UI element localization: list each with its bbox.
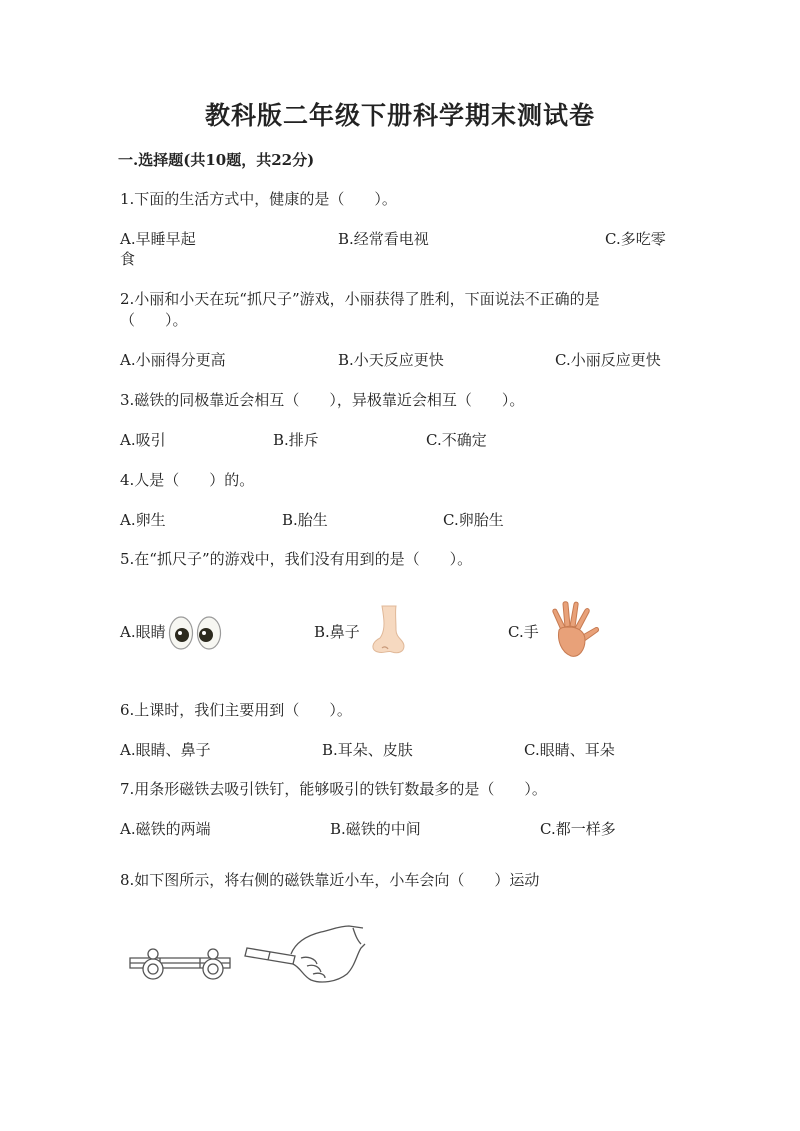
q2-option-c: C.小丽反应更快 — [555, 351, 661, 369]
q1-option-a: A.早睡早起 — [120, 230, 196, 248]
q1-option-b: B.经常看电视 — [338, 230, 429, 248]
question-2: 2.小丽和小天在玩“抓尺子”游戏，小丽获得了胜利，下面说法不正确的是 — [120, 290, 600, 308]
q7-option-a: A.磁铁的两端 — [120, 820, 211, 838]
q3-option-a: A.吸引 — [120, 431, 166, 449]
page-title: 教科版二年级下册科学期末测试卷 — [204, 101, 595, 130]
q1-option-c: C.多吃零 — [605, 230, 666, 248]
eyes-icon — [168, 615, 222, 651]
q2-option-b: B.小天反应更快 — [338, 351, 444, 369]
q3-option-c: C.不确定 — [426, 431, 487, 449]
q6-option-c: C.眼睛、耳朵 — [524, 741, 615, 759]
question-5: 5.在“抓尺子”的游戏中，我们没有用到的是（ ）。 — [120, 550, 473, 568]
question-8: 8.如下图所示，将右侧的磁铁靠近小车，小车会向（ ）运动 — [120, 871, 540, 889]
section-heading: 一.选择题(共10题，共22分) — [118, 151, 315, 169]
q4-option-c: C.卵胎生 — [443, 511, 504, 529]
q2-option-a: A.小丽得分更高 — [120, 351, 226, 369]
q6-option-b: B.耳朵、皮肤 — [322, 741, 413, 759]
question-2-line-2: （ ）。 — [120, 311, 188, 329]
q5-option-a: A.眼睛 — [120, 623, 166, 641]
q1-option-c-wrap: 食 — [120, 250, 136, 268]
q4-option-b: B.胎生 — [282, 511, 328, 529]
q3-option-b: B.排斥 — [273, 431, 319, 449]
q4-option-a: A.卵生 — [120, 511, 166, 529]
q5-option-b: B.鼻子 — [314, 623, 360, 641]
question-3: 3.磁铁的同极靠近会相互（ ），异极靠近会相互（ ）。 — [120, 391, 525, 409]
question-1: 1.下面的生活方式中，健康的是（ ）。 — [120, 190, 397, 208]
q6-option-a: A.眼睛、鼻子 — [120, 741, 211, 759]
nose-icon — [366, 604, 408, 656]
magnet-car-figure — [125, 920, 370, 990]
q7-option-b: B.磁铁的中间 — [330, 820, 421, 838]
question-4: 4.人是（ ）的。 — [120, 471, 255, 489]
question-7: 7.用条形磁铁去吸引铁钉，能够吸引的铁钉数最多的是（ ）。 — [120, 780, 547, 798]
q7-option-c: C.都一样多 — [540, 820, 616, 838]
q5-option-c: C.手 — [508, 623, 539, 641]
hand-icon — [543, 600, 603, 660]
question-6: 6.上课时，我们主要用到（ ）。 — [120, 701, 352, 719]
